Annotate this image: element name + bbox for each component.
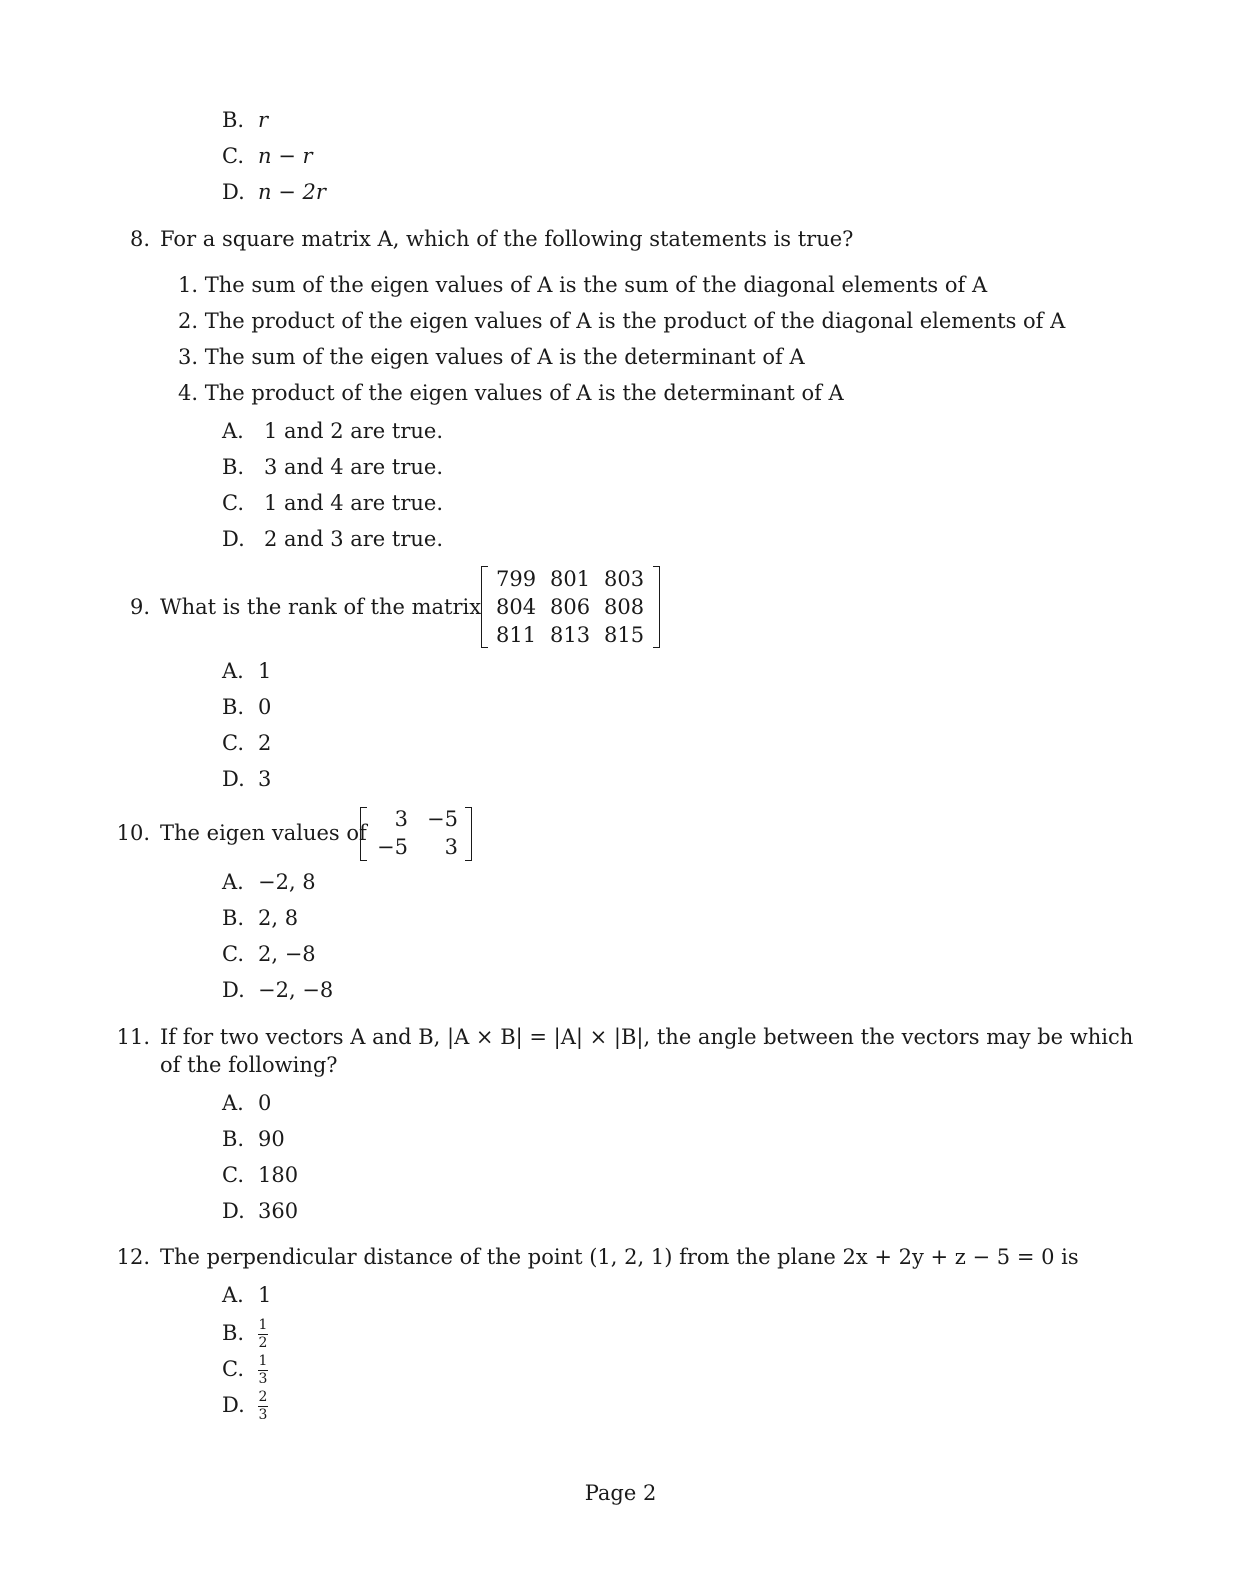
option-text: −2, −8: [258, 978, 334, 1002]
statement-text: The product of the eigen values of A is the determinant of A: [204, 381, 844, 405]
option-text: 1: [258, 1283, 272, 1307]
question-text-line1: If for two vectors A and B, |A × B| = |A| × |B|, the angle between the vectors may be which: [160, 1025, 1134, 1049]
statement-2: [178, 311, 1065, 332]
q12-option-a: [222, 1285, 271, 1306]
option-text: n − 2r: [258, 180, 326, 204]
option-label: D.: [222, 1392, 245, 1417]
option-label: D.: [222, 180, 245, 204]
option-label: A.: [222, 1283, 244, 1307]
q10-option-c: [222, 944, 316, 965]
matrix-cell: −5: [427, 807, 458, 831]
q10-option-a: [222, 872, 316, 893]
question-text: The eigen values of: [160, 821, 367, 845]
option-label: D.: [222, 978, 245, 1002]
option-label: D.: [222, 527, 245, 551]
fraction: [258, 1318, 268, 1350]
question-text-line2: of the following?: [160, 1053, 338, 1077]
option-label: B.: [222, 1320, 245, 1345]
matrix-cell: 804: [496, 595, 537, 619]
q8-option-d: [222, 529, 443, 550]
question-text: The perpendicular distance of the point (1, 2, 1) from the plane 2x + 2y + z − 5 = 0 is: [160, 1245, 1079, 1269]
statement-text: The sum of the eigen values of A is the sum of the diagonal elements of A: [204, 273, 988, 297]
option-text: 3 and 4 are true.: [264, 455, 444, 479]
option-label: A.: [222, 1091, 244, 1115]
matrix-cell: 3: [444, 835, 458, 859]
right-bracket: [465, 807, 472, 861]
matrix-cell: 808: [604, 595, 645, 619]
statement-num: 1.: [178, 273, 199, 297]
matrix-cell: 813: [550, 623, 591, 647]
option-label: A.: [222, 870, 244, 894]
denominator: 3: [258, 1370, 268, 1387]
question-number: 9.: [129, 595, 150, 619]
q8-option-b: [222, 457, 443, 478]
option-label: C.: [222, 731, 244, 755]
q11-option-a: [222, 1093, 271, 1114]
option-text: 2, 8: [258, 906, 299, 930]
left-bracket: [481, 566, 488, 648]
page-number: Page 2: [584, 1481, 657, 1505]
q7-option-c: [222, 146, 313, 167]
option-label: D.: [222, 1199, 245, 1223]
q7-option-d: [222, 182, 326, 203]
matrix-cell: 799: [496, 567, 537, 591]
option-text: −2, 8: [258, 870, 316, 894]
option-label: C.: [222, 1356, 244, 1381]
q9-option-c: [222, 733, 271, 754]
option-label: C.: [222, 144, 244, 168]
option-text: 90: [258, 1127, 285, 1151]
option-label: D.: [222, 767, 245, 791]
option-text: 0: [258, 1091, 272, 1115]
option-text: 3: [258, 767, 272, 791]
numerator: 1: [258, 1317, 268, 1333]
option-text: 2 and 3 are true.: [264, 527, 444, 551]
q10-option-b: [222, 908, 298, 929]
numerator: 1: [258, 1353, 268, 1369]
option-label: B.: [222, 455, 245, 479]
statement-3: [178, 347, 805, 368]
option-label: B.: [222, 906, 245, 930]
option-text: 2, −8: [258, 942, 316, 966]
option-label: B.: [222, 108, 245, 132]
left-bracket: [360, 807, 367, 861]
option-text: 360: [258, 1199, 299, 1223]
q9-option-b: [222, 697, 271, 718]
question-number: 10.: [116, 821, 150, 845]
q8-option-a: [222, 421, 443, 442]
statement-4: [178, 383, 844, 404]
matrix-cell: 815: [604, 623, 645, 647]
question-number: 12.: [116, 1245, 150, 1269]
option-text: r: [258, 108, 269, 132]
q9-option-d: [222, 769, 271, 790]
fraction: [258, 1390, 268, 1422]
q8-option-c: [222, 493, 443, 514]
option-label: C.: [222, 942, 244, 966]
matrix-cell: 803: [604, 567, 645, 591]
q10-option-d: [222, 980, 333, 1001]
option-text: 1 and 2 are true.: [264, 419, 444, 443]
statement-text: The product of the eigen values of A is the product of the diagonal elements of A: [204, 309, 1066, 333]
denominator: 2: [258, 1334, 268, 1351]
matrix-cell: −5: [377, 835, 408, 859]
statement-num: 3.: [178, 345, 199, 369]
question-number: 8.: [129, 227, 150, 251]
q11-option-c: [222, 1165, 298, 1186]
q9-option-a: [222, 661, 271, 682]
option-text: 1 and 4 are true.: [264, 491, 444, 515]
option-label: B.: [222, 695, 245, 719]
option-label: C.: [222, 491, 244, 515]
q11-option-d: [222, 1201, 298, 1222]
q12-option-c: [222, 1354, 268, 1386]
matrix-cell: 3: [394, 807, 408, 831]
question-number: 11.: [116, 1025, 150, 1049]
option-label: B.: [222, 1127, 245, 1151]
statement-text: The sum of the eigen values of A is the determinant of A: [204, 345, 805, 369]
statement-1: [178, 275, 987, 296]
question-text: For a square matrix A, which of the following statements is true?: [160, 227, 854, 251]
option-text: 1: [258, 659, 272, 683]
option-text: n − r: [258, 144, 313, 168]
statement-num: 4.: [178, 381, 199, 405]
option-label: A.: [222, 419, 244, 443]
right-bracket: [653, 566, 660, 648]
option-label: A.: [222, 659, 244, 683]
statement-num: 2.: [178, 309, 199, 333]
matrix-cell: 806: [550, 595, 591, 619]
q11-option-b: [222, 1129, 285, 1150]
denominator: 3: [258, 1406, 268, 1423]
matrix-cell: 811: [496, 623, 537, 647]
q12-option-b: [222, 1318, 268, 1350]
fraction: [258, 1354, 268, 1386]
option-text: 0: [258, 695, 272, 719]
matrix-cell: 801: [550, 567, 591, 591]
option-text: 2: [258, 731, 272, 755]
option-text: 180: [258, 1163, 299, 1187]
option-label: C.: [222, 1163, 244, 1187]
question-text: What is the rank of the matrix: [160, 595, 482, 619]
numerator: 2: [258, 1389, 268, 1405]
q12-option-d: [222, 1390, 268, 1422]
q7-option-b: [222, 110, 268, 131]
